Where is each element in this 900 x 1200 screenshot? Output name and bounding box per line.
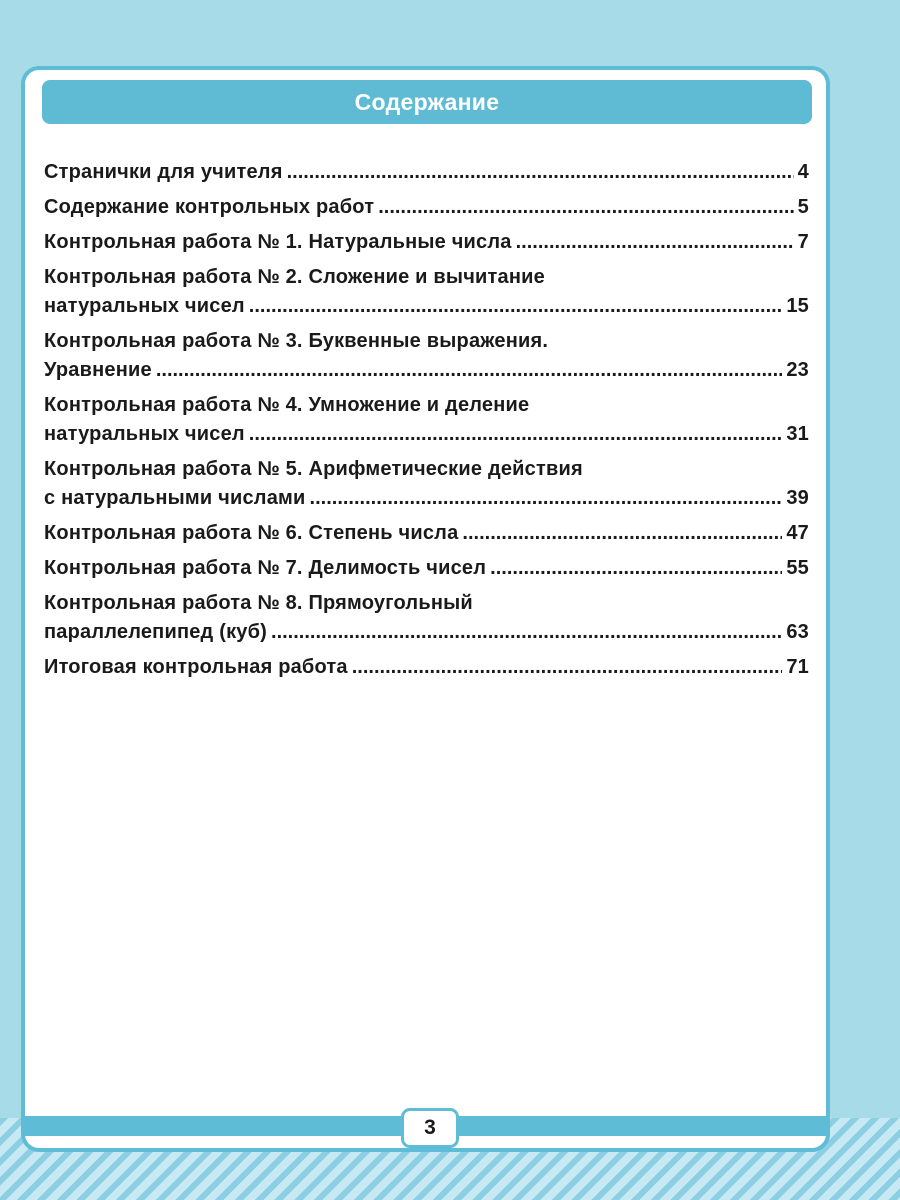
toc-entry-line	[44, 618, 809, 647]
toc-entry	[44, 228, 809, 257]
toc-page-number: 7	[797, 231, 809, 253]
toc-entry	[44, 519, 809, 548]
toc-entry-line	[44, 292, 809, 321]
toc-leader-dots	[271, 618, 782, 647]
page-card	[21, 66, 830, 1152]
toc-entry-title: Контрольная работа № 5. Арифметические действия	[44, 458, 583, 480]
toc-entry-line	[44, 263, 809, 292]
toc-page-number: 71	[786, 656, 809, 678]
toc-page-number: 55	[786, 557, 809, 579]
toc-page-number: 23	[786, 359, 809, 381]
toc-entry-title: Контрольная работа № 4. Умножение и деление	[44, 394, 530, 416]
toc-page-number: 47	[786, 522, 809, 544]
toc-page-number: 15	[786, 295, 809, 317]
toc-entry-line	[44, 653, 809, 682]
toc-entry-title: Контрольная работа № 6. Степень числа	[44, 522, 459, 544]
toc-page-number: 4	[797, 161, 809, 183]
toc-entry-line	[44, 589, 809, 618]
toc-entry-line	[44, 391, 809, 420]
toc-entry-title: Контрольная работа № 2. Сложение и вычитание	[44, 266, 545, 288]
toc-entry-line	[44, 420, 809, 449]
toc-entry	[44, 653, 809, 682]
toc-entry-line	[44, 327, 809, 356]
toc-page-number: 5	[797, 196, 809, 218]
toc-entry-line	[44, 519, 809, 548]
toc-leader-dots	[490, 554, 782, 583]
toc-leader-dots	[287, 158, 794, 187]
toc-entry-line	[44, 193, 809, 222]
toc-entry-title: Контрольная работа № 1. Натуральные числа	[44, 231, 512, 253]
toc-entry-title: Уравнение	[44, 359, 152, 381]
toc-entry-title: Странички для учителя	[44, 161, 283, 183]
toc-entry	[44, 589, 809, 647]
toc-entry-line	[44, 158, 809, 187]
toc-entry	[44, 158, 809, 187]
toc-entry	[44, 193, 809, 222]
toc-entry-title: натуральных чисел	[44, 423, 245, 445]
toc-leader-dots	[249, 420, 783, 449]
toc-entry-title: Контрольная работа № 8. Прямоугольный	[44, 592, 473, 614]
toc-leader-dots	[462, 519, 782, 548]
toc-leader-dots	[249, 292, 783, 321]
toc-entry-title: Содержание контрольных работ	[44, 196, 375, 218]
toc-leader-dots	[516, 228, 794, 257]
toc-entry	[44, 455, 809, 513]
toc-page-number: 31	[786, 423, 809, 445]
toc-leader-dots	[378, 193, 793, 222]
toc-entry-line	[44, 554, 809, 583]
toc-entry-line	[44, 484, 809, 513]
page-title: Содержание	[42, 80, 812, 124]
toc-entry	[44, 263, 809, 321]
toc-entry	[44, 554, 809, 583]
page-number: 3	[401, 1108, 459, 1148]
toc-entry-title: натуральных чисел	[44, 295, 245, 317]
toc-entry-title: с натуральными числами	[44, 487, 306, 509]
toc-leader-dots	[310, 484, 783, 513]
table-of-contents	[44, 158, 809, 682]
toc-page-number: 39	[786, 487, 809, 509]
toc-entry-line	[44, 455, 809, 484]
toc-page-number: 63	[786, 621, 809, 643]
toc-entry	[44, 327, 809, 385]
toc-entry-title: параллелепипед (куб)	[44, 621, 268, 643]
toc-entry	[44, 391, 809, 449]
toc-entry-title: Итоговая контрольная работа	[44, 656, 348, 678]
toc-leader-dots	[352, 653, 783, 682]
toc-entry-title: Контрольная работа № 7. Делимость чисел	[44, 557, 487, 579]
toc-entry-title: Контрольная работа № 3. Буквенные выражения.	[44, 330, 549, 352]
toc-leader-dots	[156, 356, 783, 385]
toc-entry-line	[44, 356, 809, 385]
toc-entry-line	[44, 228, 809, 257]
